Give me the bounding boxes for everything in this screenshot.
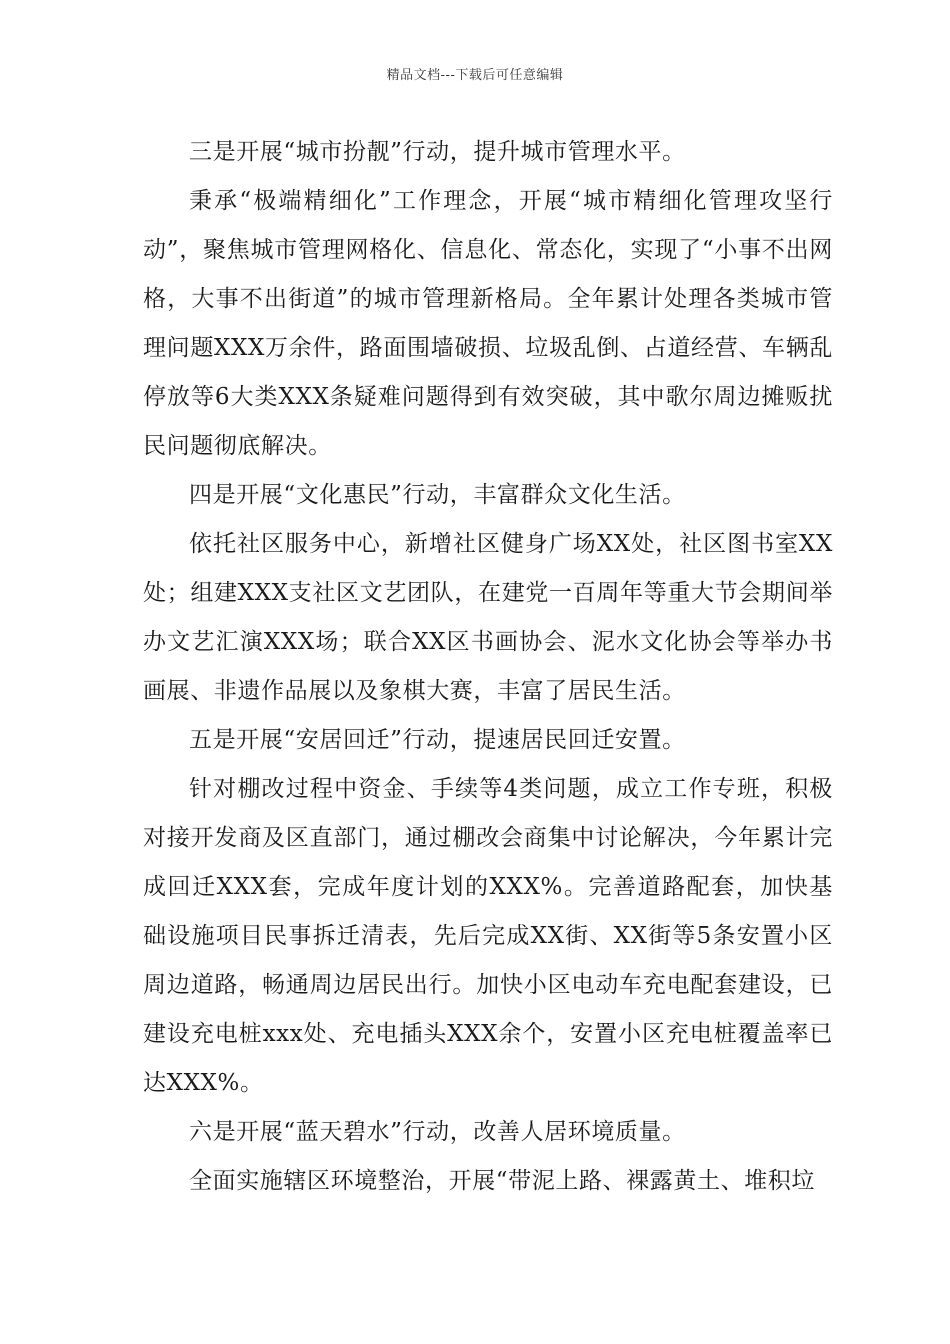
paragraph-heading-3: 三是开展“城市扮靓”行动，提升城市管理水平。: [189, 139, 686, 165]
paragraph-heading-4: 四是开展“文化惠民”行动，丰富群众文化生活。: [189, 482, 686, 508]
paragraph-city-management: 秉承“极端精细化”工作理念，开展“城市精细化管理攻坚行动”，聚焦城市管理网格化、信息化、常态化，实现了“小事不出网格，大事不出街道”的城市管理新格局。全年累计处理各类城市管理问题XXX万余件，路面围墙破损、垃圾乱倒、占道经营、车辆乱停放等6大类XXX条疑难问题得到有效突破，其中歌尔周边摊贩扰民问题彻底解决。: [143, 188, 833, 459]
document-body: [143, 128, 833, 1206]
paragraph-heading-5: 五是开展“安居回迁”行动，提速居民回迁安置。: [189, 727, 686, 753]
paragraph-resettlement: 针对棚改过程中资金、手续等4类问题，成立工作专班，积极对接开发商及区直部门，通过棚改会商集中讨论解决，今年累计完成回迁XXX套，完成年度计划的XXX%。完善道路配套，加快基础设施项目民事拆迁清表，先后完成XX街、XX街等5条安置小区周边道路，畅通周边居民出行。加快小区电动车充电配套建设，已建设充电桩xxx处、充电插头XXX余个，安置小区充电桩覆盖率已达XXX%。: [143, 776, 833, 1096]
paragraph-culture: 依托社区服务中心，新增社区健身广场XX处，社区图书室XX处；组建XXX支社区文艺团队，在建党一百周年等重大节会期间举办文艺汇演XXX场；联合XX区书画协会、泥水文化协会等举办书画展、非遗作品展以及象棋大赛，丰富了居民生活。: [143, 531, 833, 704]
paragraph-heading-6: 六是开展“蓝天碧水”行动，改善人居环境质量。: [189, 1119, 686, 1145]
paragraph-environment: 全面实施辖区环境整治，开展“带泥上路、裸露黄土、堆积垃: [189, 1168, 815, 1194]
page-header: 精品文档---下载后可任意编辑: [386, 68, 564, 83]
